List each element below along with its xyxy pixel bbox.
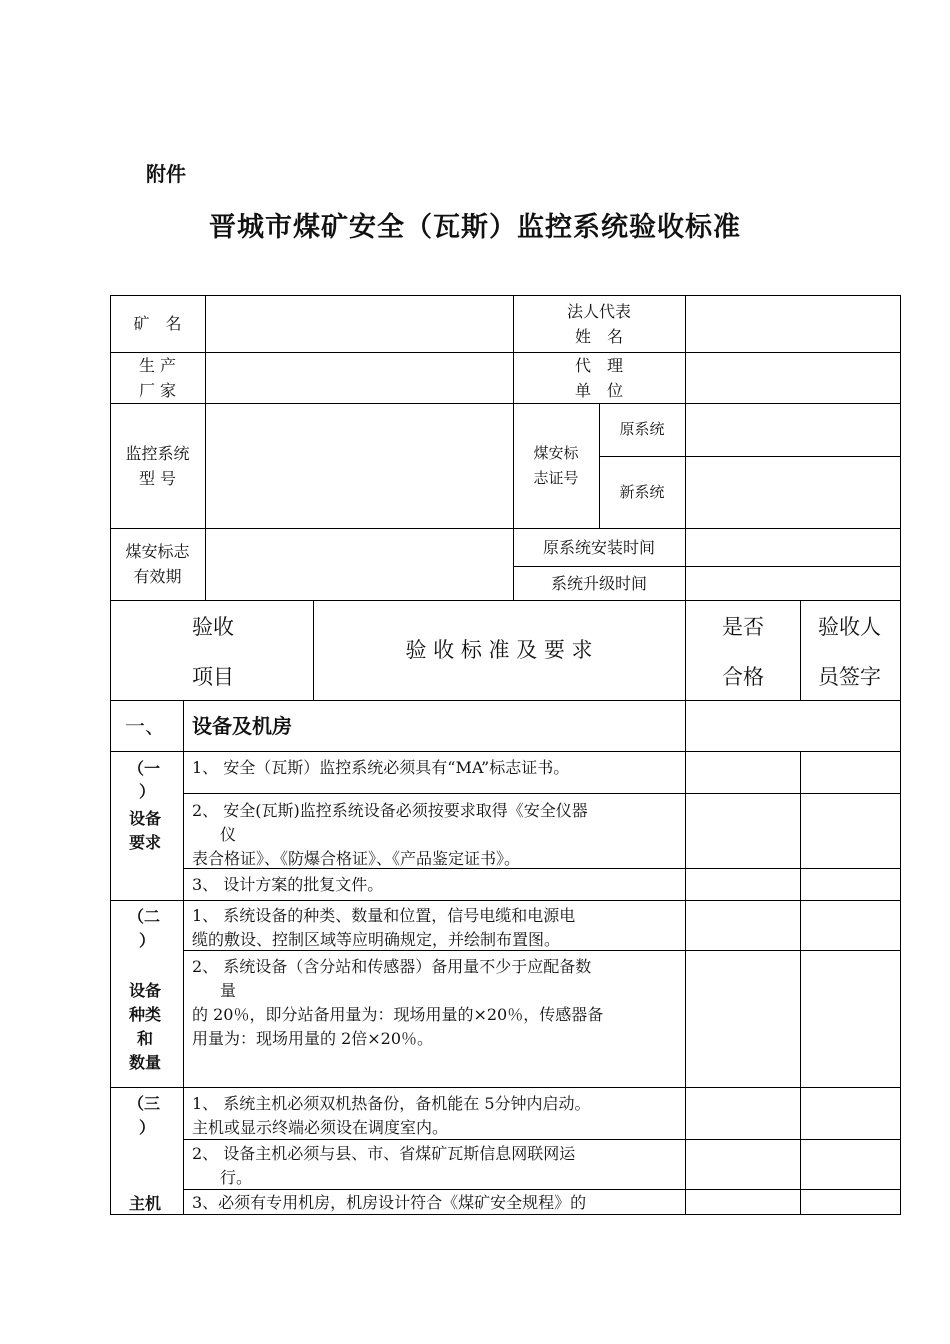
- header-standard: [313, 600, 685, 700]
- header-item-1: 验收: [192, 615, 234, 639]
- mine-name-label: [110, 295, 205, 352]
- group1-name: 要求: [129, 833, 162, 852]
- mine-name-text: 矿 名: [133, 314, 182, 333]
- model-label: [110, 403, 205, 528]
- table-rule-v: [183, 700, 184, 1214]
- table-rule-v: [800, 600, 801, 700]
- requirement-text: 2、 系统设备（含分站和传感器）备用量不少于应配备数: [192, 957, 592, 976]
- requirement-text: 用量为：现场用量的 2倍×20％。: [192, 1029, 434, 1048]
- agent-label: [513, 352, 685, 403]
- table-rule-v: [685, 295, 686, 1214]
- table-border-right: [900, 295, 901, 1214]
- requirement-text: 仪: [220, 825, 237, 844]
- table-rule: [110, 700, 901, 701]
- orig-install-time-label: [513, 528, 685, 566]
- header-signer-1: 验收人: [818, 615, 881, 639]
- table-rule: [110, 1087, 901, 1088]
- legal-rep-text: 姓 名: [574, 326, 623, 346]
- group2-name: 和: [137, 1029, 154, 1048]
- validity-text: 有效期: [133, 567, 182, 586]
- table-rule-v: [800, 751, 801, 1214]
- manufacturer-text: 厂 家: [138, 380, 177, 400]
- header-pass-2: 合格: [722, 665, 764, 689]
- table-rule: [110, 528, 901, 529]
- table-rule: [110, 352, 901, 353]
- new-system-label: [599, 456, 685, 528]
- cert-no-label: [513, 403, 599, 528]
- group1-number: ）: [139, 782, 156, 801]
- table-border-top: [110, 295, 901, 296]
- new-system-text: 新系统: [619, 482, 665, 501]
- group2-name: 种类: [129, 1005, 162, 1024]
- requirement-text: 量: [220, 981, 237, 1000]
- validity-text: 煤安标志: [125, 542, 190, 561]
- group2-number: ）: [139, 931, 156, 950]
- legal-rep-label: [513, 295, 685, 352]
- header-signer-2: 员签字: [818, 665, 881, 689]
- model-text: 监控系统: [125, 443, 190, 463]
- requirement-text: 表合格证》、《防爆合格证》、《产品鉴定证书》。: [192, 849, 521, 868]
- requirement-text: 1、 系统设备的种类、数量和位置，信号电缆和电源电: [192, 906, 576, 925]
- group2-name: 设备: [129, 981, 162, 1000]
- upgrade-time-label: [513, 566, 685, 600]
- manufacturer-text: 生 产: [138, 355, 177, 375]
- requirement-text: 缆的敷设、控制区域等应明确规定，并绘制布置图。: [192, 930, 561, 949]
- upgrade-time-text: 系统升级时间: [550, 573, 647, 593]
- group2-number: （二: [128, 907, 161, 926]
- group3-number: ）: [139, 1118, 156, 1137]
- group3-name: 主机: [129, 1194, 162, 1213]
- header-pass-1: 是否: [722, 615, 764, 639]
- validity-label: [110, 528, 205, 600]
- manufacturer-label: [110, 352, 205, 403]
- requirement-text: 3、 设计方案的批复文件。: [192, 875, 384, 894]
- requirement-text: 主机或显示终端必须设在调度室内。: [192, 1118, 449, 1137]
- table-rule: [110, 403, 901, 404]
- table-rule: [110, 900, 901, 901]
- attachment-label: 附件: [146, 162, 186, 186]
- header-standard-text: 验 收 标 准 及 要 求: [405, 637, 593, 662]
- page-title: 晋城市煤矿安全（瓦斯）监控系统验收标准: [209, 212, 741, 243]
- requirement-text: 2、 安全(瓦斯)监控系统设备必须按要求取得《安全仪器: [192, 801, 588, 820]
- requirement-text: 的 20％，即分站备用量为：现场用量的×20％，传感器备: [192, 1005, 604, 1024]
- requirement-text: 1、 安全（瓦斯）监控系统必须具有“MA”标志证书。: [192, 758, 570, 777]
- requirement-text: 3、必须有专用机房，机房设计符合《煤矿安全规程》的: [192, 1193, 587, 1212]
- orig-install-time-text: 原系统安装时间: [542, 537, 655, 557]
- requirement-text: 2、 设备主机必须与县、市、省煤矿瓦斯信息网联网运: [192, 1144, 576, 1163]
- model-text: 型 号: [138, 468, 177, 488]
- group2-name: 数量: [129, 1053, 162, 1072]
- table-rule: [183, 793, 901, 794]
- agent-text: 单 位: [574, 380, 623, 400]
- section-title: 设备及机房: [192, 714, 292, 738]
- cert-no-text: 煤安标: [533, 443, 579, 462]
- orig-system-label: [599, 403, 685, 456]
- group1-name: 设备: [129, 809, 162, 828]
- agent-text: 代 理: [574, 355, 623, 375]
- requirement-text: 1、 系统主机必须双机热备份，备机能在 5分钟内启动。: [192, 1094, 591, 1113]
- table-rule: [110, 751, 901, 752]
- requirement-text: 行。: [220, 1168, 253, 1187]
- table-rule-v: [205, 295, 206, 600]
- group1-number: （一: [128, 759, 161, 778]
- group3-number: （三: [128, 1094, 161, 1113]
- header-item-2: 项目: [192, 665, 234, 689]
- cert-no-text: 志证号: [533, 468, 579, 487]
- orig-system-text: 原系统: [619, 420, 665, 438]
- section-number: 一、: [125, 714, 165, 738]
- legal-rep-text: 法人代表: [566, 301, 631, 321]
